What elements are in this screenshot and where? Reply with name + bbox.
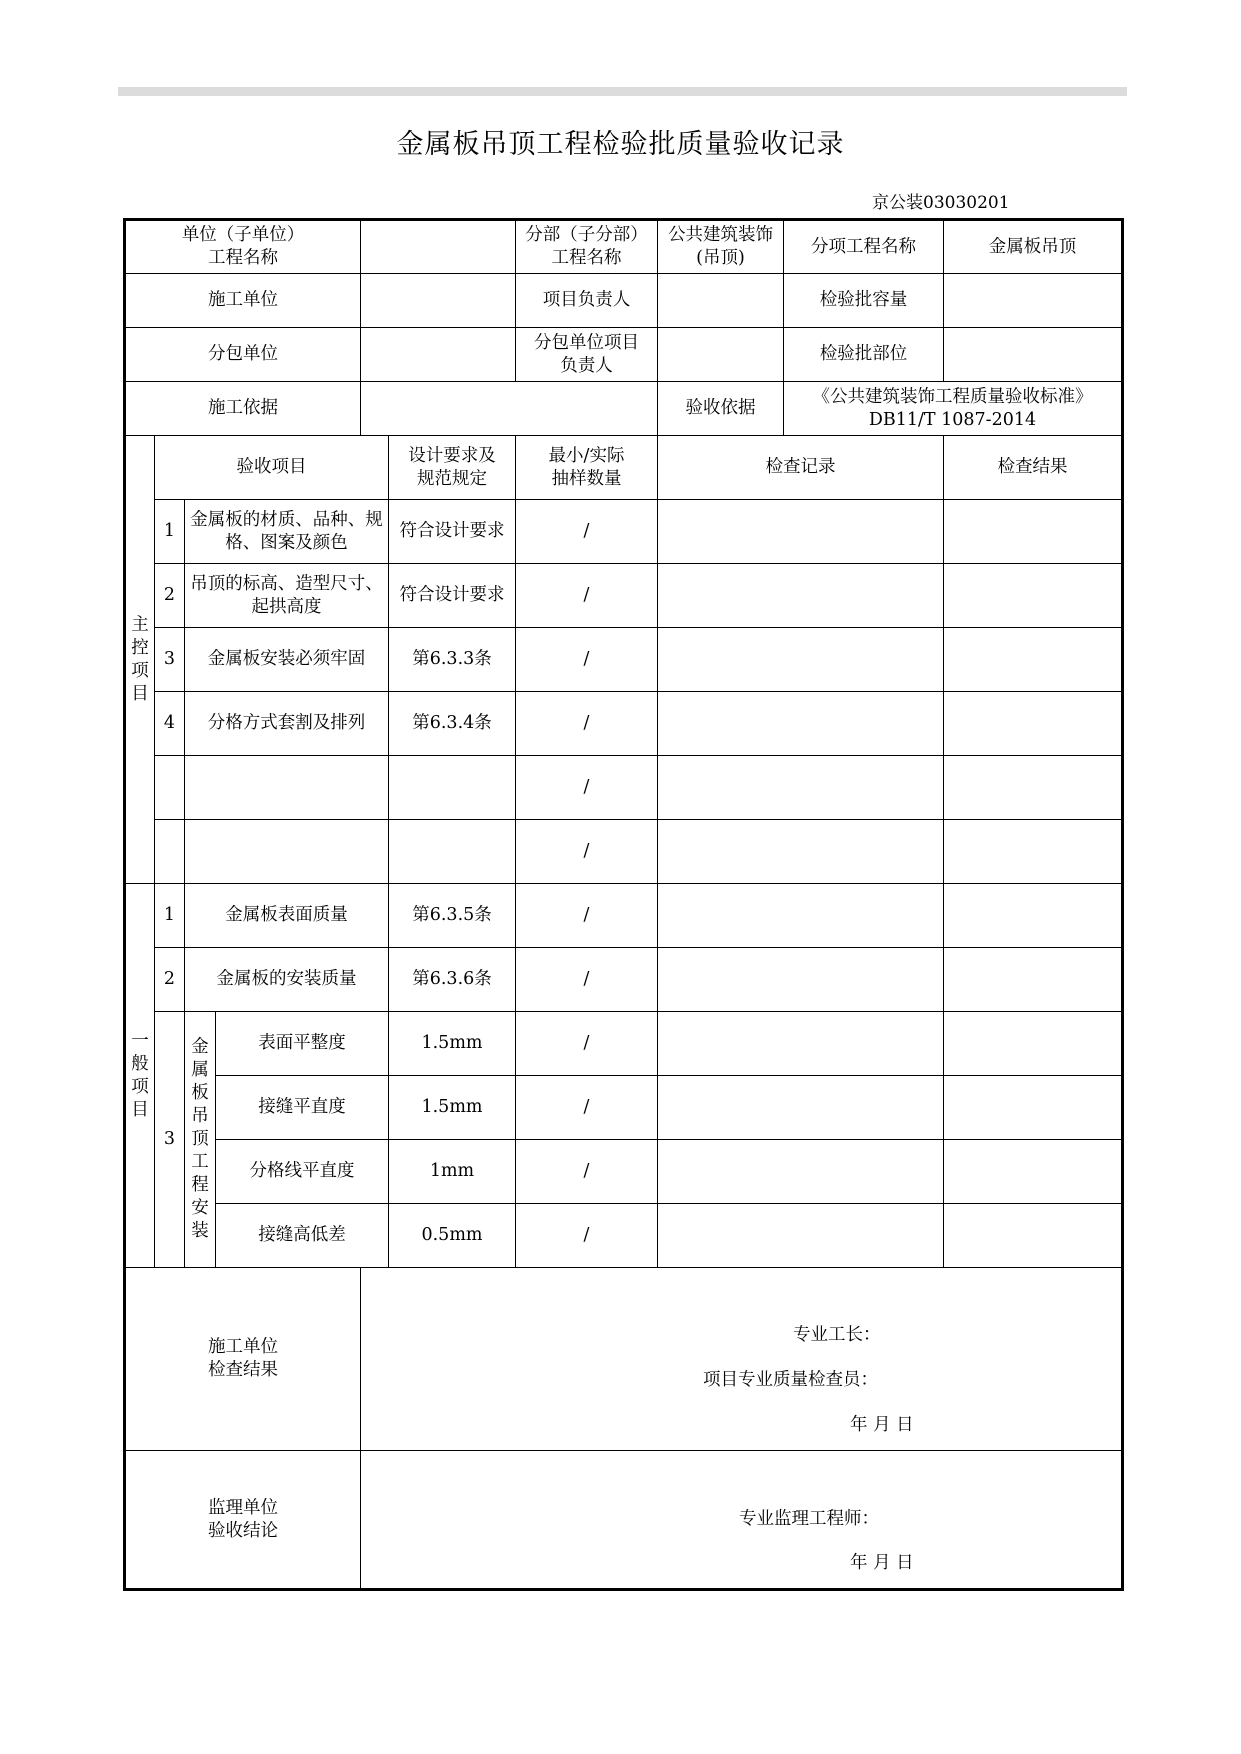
sub-row-item: 接缝高低差 [216, 1204, 389, 1268]
table-row [125, 500, 1123, 564]
subcontract-unit-label: 分包单位 [125, 328, 361, 382]
form-title: 金属板吊顶工程检验批质量验收记录 [396, 129, 845, 160]
row-sample: / [516, 692, 658, 756]
subcontract-manager-value[interactable] [658, 328, 784, 382]
col-record-header: 检查记录 [658, 436, 944, 500]
table-row [125, 1012, 1123, 1076]
top-rule [118, 87, 1127, 96]
row-requirement: 第6.3.4条 [389, 692, 516, 756]
row-result[interactable] [944, 1012, 1123, 1076]
row-number: 2 [155, 564, 185, 628]
row-record[interactable] [658, 884, 944, 948]
table-row [125, 1204, 1123, 1268]
row-sample: / [516, 1012, 658, 1076]
form-code: 京公装03030201 [872, 193, 1010, 213]
item-name-value: 金属板吊顶 [944, 220, 1123, 274]
table-row [125, 820, 1123, 884]
construction-check-area[interactable] [361, 1268, 1123, 1451]
row-sample: / [516, 500, 658, 564]
row-record[interactable] [658, 692, 944, 756]
batch-location-label: 检验批部位 [784, 328, 944, 382]
row-sample: / [516, 756, 658, 820]
row-result[interactable] [944, 820, 1123, 884]
col-result-header: 检查结果 [944, 436, 1123, 500]
subdivision-name-label: 分部（子分部） 工程名称 [516, 220, 658, 274]
row-requirement: 符合设计要求 [389, 564, 516, 628]
table-row [125, 628, 1123, 692]
row-record[interactable] [658, 948, 944, 1012]
col-design-header: 设计要求及 规范规定 [389, 436, 516, 500]
row-requirement: 1.5mm [389, 1012, 516, 1076]
row-requirement: 符合设计要求 [389, 500, 516, 564]
project-manager-label: 项目负责人 [516, 274, 658, 328]
row-sample: / [516, 1076, 658, 1140]
construction-check-label: 施工单位 检查结果 [125, 1268, 361, 1451]
row-record[interactable] [658, 628, 944, 692]
row-result[interactable] [944, 756, 1123, 820]
row-sample: / [516, 1140, 658, 1204]
row-requirement: 0.5mm [389, 1204, 516, 1268]
acceptance-standard: 《公共建筑装饰工程质量验收标准》 DB11/T 1087-2014 [784, 382, 1123, 436]
project-manager-value[interactable] [658, 274, 784, 328]
row-result[interactable] [944, 628, 1123, 692]
row-record[interactable] [658, 564, 944, 628]
table-row [125, 564, 1123, 628]
sub-row-item: 分格线平直度 [216, 1140, 389, 1204]
construction-basis-label: 施工依据 [125, 382, 361, 436]
row-item[interactable] [185, 820, 389, 884]
group-number: 3 [155, 1012, 185, 1268]
table-row [125, 1140, 1123, 1204]
inspector-label: 项目专业质量检查员： [703, 1370, 878, 1390]
row-sample: / [516, 628, 658, 692]
inspection-record-table [123, 218, 1124, 1591]
row-requirement: 第6.3.5条 [389, 884, 516, 948]
col-sample-header: 最小/实际 抽样数量 [516, 436, 658, 500]
sub-row-item: 表面平整度 [216, 1012, 389, 1076]
row-sample: / [516, 884, 658, 948]
date-label: 年 月 日 [850, 1415, 914, 1435]
group-label: 金 属 板 吊 顶 工 程 安 装 [185, 1012, 216, 1268]
row-number: 3 [155, 628, 185, 692]
batch-capacity-label: 检验批容量 [784, 274, 944, 328]
main-control-label: 主 控 项 目 [125, 436, 155, 884]
batch-location-value[interactable] [944, 328, 1123, 382]
row-item: 金属板表面质量 [185, 884, 389, 948]
row-result[interactable] [944, 1140, 1123, 1204]
table-row [125, 884, 1123, 948]
row-item: 吊顶的标高、造型尺寸、 起拱高度 [185, 564, 389, 628]
row-requirement[interactable] [389, 820, 516, 884]
row-sample: / [516, 1204, 658, 1268]
row-requirement: 第6.3.3条 [389, 628, 516, 692]
construction-basis-value[interactable] [361, 382, 658, 436]
row-result[interactable] [944, 1076, 1123, 1140]
acceptance-basis-label: 验收依据 [658, 382, 784, 436]
row-number[interactable] [155, 820, 185, 884]
row-number: 1 [155, 884, 185, 948]
engineer-label: 专业监理工程师： [739, 1509, 879, 1529]
row-record[interactable] [658, 1204, 944, 1268]
row-sample: / [516, 948, 658, 1012]
row-item: 金属板安装必须牢固 [185, 628, 389, 692]
row-number[interactable] [155, 756, 185, 820]
row-result[interactable] [944, 692, 1123, 756]
unit-project-name-value[interactable] [361, 220, 516, 274]
batch-capacity-value[interactable] [944, 274, 1123, 328]
supervision-label: 监理单位 验收结论 [125, 1451, 361, 1590]
row-record[interactable] [658, 756, 944, 820]
item-name-label: 分项工程名称 [784, 220, 944, 274]
row-result[interactable] [944, 884, 1123, 948]
row-number: 4 [155, 692, 185, 756]
subcontract-unit-value[interactable] [361, 328, 516, 382]
row-item: 分格方式套割及排列 [185, 692, 389, 756]
row-record[interactable] [658, 820, 944, 884]
row-record[interactable] [658, 1140, 944, 1204]
row-result[interactable] [944, 564, 1123, 628]
construction-unit-value[interactable] [361, 274, 516, 328]
table-row [125, 692, 1123, 756]
subcontract-manager-label: 分包单位项目 负责人 [516, 328, 658, 382]
general-items-label: 一 般 项 目 [125, 884, 155, 1268]
row-requirement: 1.5mm [389, 1076, 516, 1140]
row-sample: / [516, 564, 658, 628]
row-requirement: 第6.3.6条 [389, 948, 516, 1012]
row-item: 金属板的安装质量 [185, 948, 389, 1012]
table-row [125, 948, 1123, 1012]
row-number: 1 [155, 500, 185, 564]
sub-row-item: 接缝平直度 [216, 1076, 389, 1140]
row-result[interactable] [944, 1204, 1123, 1268]
row-record[interactable] [658, 1076, 944, 1140]
row-item: 金属板的材质、品种、规 格、图案及颜色 [185, 500, 389, 564]
date-label-2: 年 月 日 [850, 1553, 914, 1573]
supervision-area[interactable] [361, 1451, 1123, 1590]
row-record[interactable] [658, 500, 944, 564]
row-result[interactable] [944, 500, 1123, 564]
row-requirement[interactable] [389, 756, 516, 820]
row-requirement: 1mm [389, 1140, 516, 1204]
row-item[interactable] [185, 756, 389, 820]
unit-project-name-label: 单位（子单位） 工程名称 [125, 220, 361, 274]
subdivision-name-value: 公共建筑装饰 (吊顶) [658, 220, 784, 274]
row-result[interactable] [944, 948, 1123, 1012]
row-number: 2 [155, 948, 185, 1012]
col-item-header: 验收项目 [155, 436, 389, 500]
row-sample: / [516, 820, 658, 884]
row-record[interactable] [658, 1012, 944, 1076]
table-row [125, 1076, 1123, 1140]
construction-unit-label: 施工单位 [125, 274, 361, 328]
table-row [125, 756, 1123, 820]
foreman-label: 专业工长： [793, 1325, 881, 1345]
